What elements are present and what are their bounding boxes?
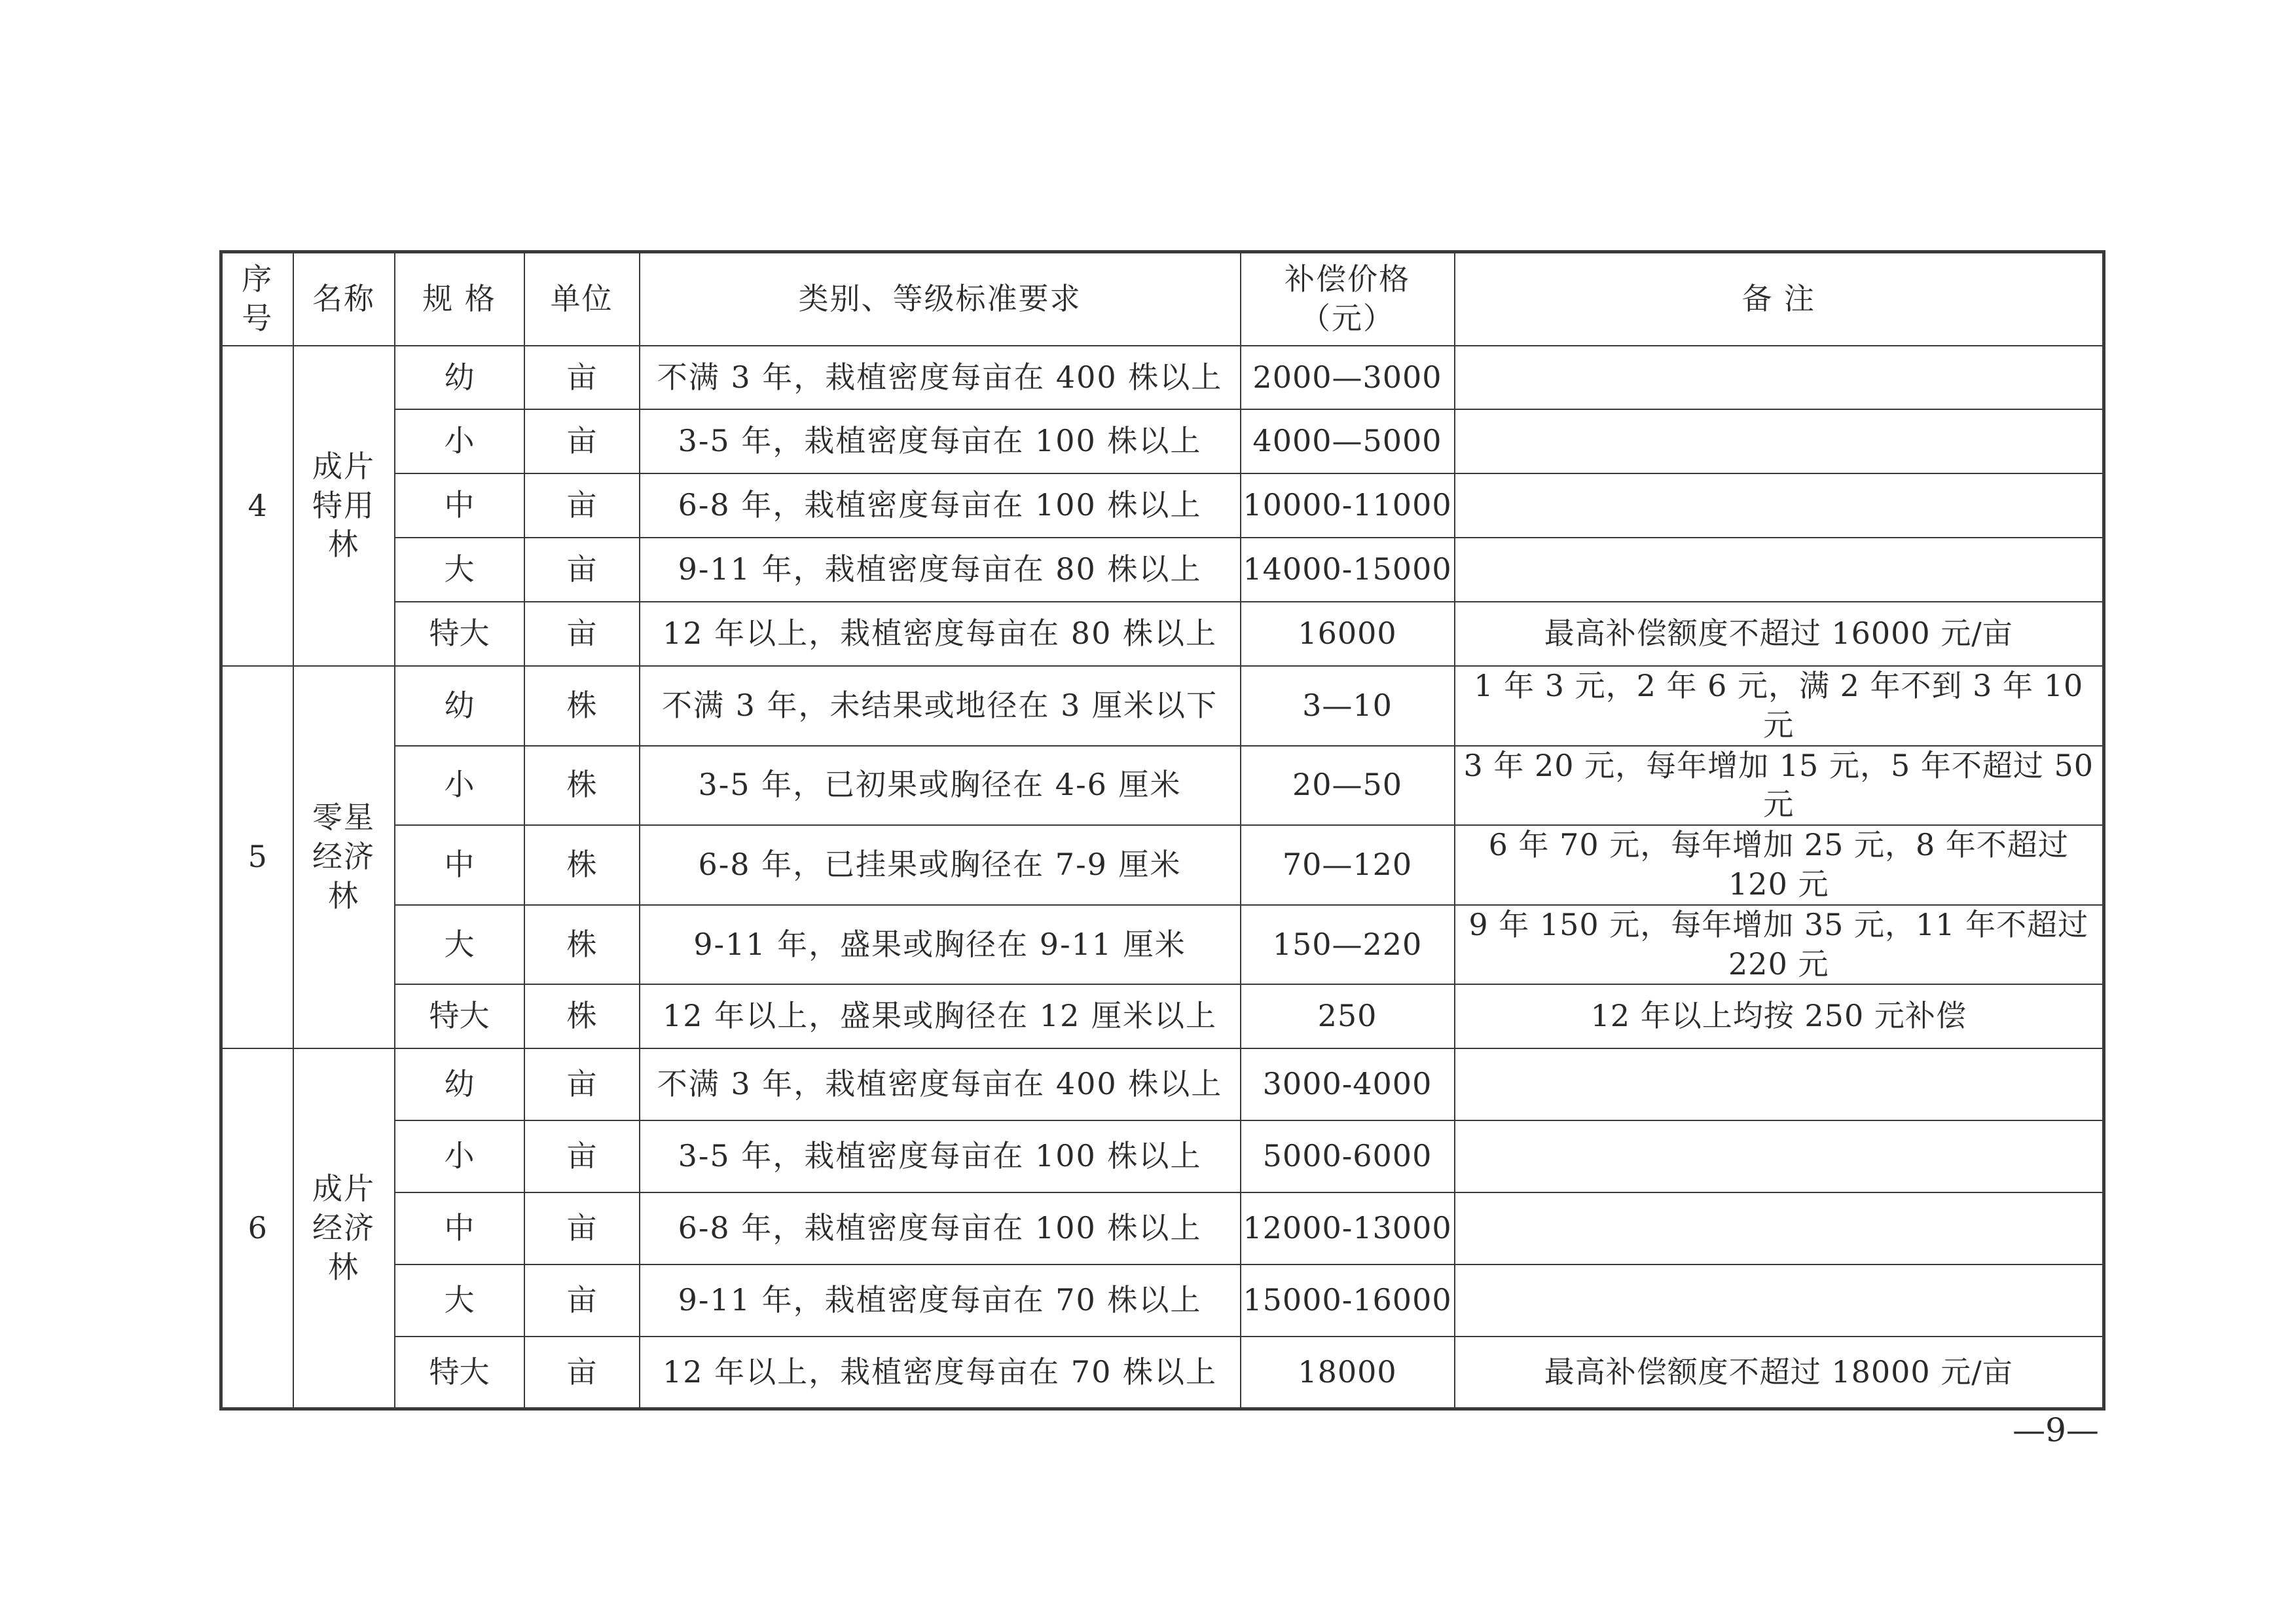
criteria-cell: 不满 3 年，未结果或地径在 3 厘米以下 (640, 666, 1241, 746)
table-row (221, 905, 2104, 985)
price-cell: 2000—3000 (1241, 346, 1455, 409)
spec-cell: 大 (395, 1264, 524, 1337)
header-price-label: 补偿价格（元） (1285, 261, 1410, 336)
remark-cell: 9 年 150 元，每年增加 35 元，11 年不超过 220 元 (1455, 905, 2104, 985)
table-row (221, 538, 2104, 602)
table-row (221, 1120, 2104, 1192)
criteria-cell: 12 年以上，栽植密度每亩在 80 株以上 (640, 602, 1241, 666)
remark-cell: 12 年以上均按 250 元补偿 (1455, 984, 2104, 1048)
spec-cell: 中 (395, 1192, 524, 1264)
criteria-cell: 3-5 年，已初果或胸径在 4-6 厘米 (640, 746, 1241, 826)
unit-cell: 亩 (524, 1337, 640, 1409)
price-cell: 16000 (1241, 602, 1455, 666)
criteria-cell: 12 年以上，栽植密度每亩在 70 株以上 (640, 1337, 1241, 1409)
table-row (221, 746, 2104, 826)
header-price (1241, 252, 1455, 346)
spec-cell: 幼 (395, 346, 524, 409)
header-spec: 规 格 (395, 252, 524, 346)
header-name: 名称 (293, 252, 395, 346)
price-cell: 14000-15000 (1241, 538, 1455, 602)
group-name (293, 346, 395, 666)
unit-cell: 株 (524, 905, 640, 985)
spec-cell: 小 (395, 746, 524, 826)
price-cell: 70—120 (1241, 825, 1455, 905)
spec-cell: 大 (395, 538, 524, 602)
table-row (221, 1264, 2104, 1337)
criteria-cell: 6-8 年，已挂果或胸径在 7-9 厘米 (640, 825, 1241, 905)
group-name (293, 1048, 395, 1409)
criteria-cell: 9-11 年，栽植密度每亩在 70 株以上 (640, 1264, 1241, 1337)
spec-cell: 幼 (395, 666, 524, 746)
table-row (221, 473, 2104, 538)
price-cell: 20—50 (1241, 746, 1455, 826)
criteria-cell: 不满 3 年，栽植密度每亩在 400 株以上 (640, 1048, 1241, 1120)
price-cell: 12000-13000 (1241, 1192, 1455, 1264)
spec-cell: 小 (395, 1120, 524, 1192)
criteria-cell: 不满 3 年，栽植密度每亩在 400 株以上 (640, 346, 1241, 409)
group-name (293, 666, 395, 1048)
price-cell: 18000 (1241, 1337, 1455, 1409)
price-cell: 3—10 (1241, 666, 1455, 746)
unit-cell: 株 (524, 825, 640, 905)
header-unit: 单位 (524, 252, 640, 346)
table-row (221, 602, 2104, 666)
group-seq: 5 (221, 666, 293, 1048)
unit-cell: 亩 (524, 602, 640, 666)
spec-cell: 幼 (395, 1048, 524, 1120)
remark-cell (1455, 473, 2104, 538)
price-cell: 4000—5000 (1241, 409, 1455, 473)
criteria-cell: 3-5 年，栽植密度每亩在 100 株以上 (640, 409, 1241, 473)
page-number: —9— (2013, 1411, 2099, 1449)
remark-cell (1455, 1120, 2104, 1192)
table-row (221, 409, 2104, 473)
remark-cell: 3 年 20 元，每年增加 15 元，5 年不超过 50 元 (1455, 746, 2104, 826)
spec-cell: 特大 (395, 602, 524, 666)
group-seq: 4 (221, 346, 293, 666)
unit-cell: 株 (524, 666, 640, 746)
table-row (221, 1048, 2104, 1120)
price-cell: 250 (1241, 984, 1455, 1048)
header-seq-label: 序号 (242, 261, 274, 336)
unit-cell: 亩 (524, 346, 640, 409)
header-criteria: 类别、等级标准要求 (640, 252, 1241, 346)
unit-cell: 亩 (524, 538, 640, 602)
header-row (221, 252, 2104, 346)
spec-cell: 大 (395, 905, 524, 985)
table-row (221, 1192, 2104, 1264)
header-remark: 备 注 (1455, 252, 2104, 346)
unit-cell: 亩 (524, 473, 640, 538)
criteria-cell: 6-8 年，栽植密度每亩在 100 株以上 (640, 473, 1241, 538)
group-name-label: 成片经济林 (312, 1170, 375, 1285)
remark-cell (1455, 409, 2104, 473)
table-row (221, 984, 2104, 1048)
remark-cell: 最高补偿额度不超过 18000 元/亩 (1455, 1337, 2104, 1409)
price-cell: 150—220 (1241, 905, 1455, 985)
table-row (221, 1337, 2104, 1409)
unit-cell: 亩 (524, 1048, 640, 1120)
criteria-cell: 9-11 年，盛果或胸径在 9-11 厘米 (640, 905, 1241, 985)
group-seq: 6 (221, 1048, 293, 1409)
header-seq (221, 252, 293, 346)
group-name-label: 成片特用林 (312, 448, 375, 563)
criteria-cell: 12 年以上，盛果或胸径在 12 厘米以上 (640, 984, 1241, 1048)
price-cell: 15000-16000 (1241, 1264, 1455, 1337)
remark-cell: 1 年 3 元，2 年 6 元，满 2 年不到 3 年 10 元 (1455, 666, 2104, 746)
criteria-cell: 6-8 年，栽植密度每亩在 100 株以上 (640, 1192, 1241, 1264)
remark-cell (1455, 346, 2104, 409)
spec-cell: 特大 (395, 984, 524, 1048)
spec-cell: 中 (395, 473, 524, 538)
table-row (221, 346, 2104, 409)
table-body (221, 346, 2104, 1409)
compensation-table (219, 250, 2105, 1411)
table-row (221, 825, 2104, 905)
price-cell: 5000-6000 (1241, 1120, 1455, 1192)
table-row (221, 666, 2104, 746)
price-cell: 10000-11000 (1241, 473, 1455, 538)
unit-cell: 亩 (524, 1264, 640, 1337)
unit-cell: 亩 (524, 409, 640, 473)
criteria-cell: 9-11 年，栽植密度每亩在 80 株以上 (640, 538, 1241, 602)
remark-cell (1455, 1264, 2104, 1337)
spec-cell: 小 (395, 409, 524, 473)
spec-cell: 中 (395, 825, 524, 905)
remark-cell: 最高补偿额度不超过 16000 元/亩 (1455, 602, 2104, 666)
spec-cell: 特大 (395, 1337, 524, 1409)
remark-cell (1455, 538, 2104, 602)
unit-cell: 株 (524, 984, 640, 1048)
unit-cell: 亩 (524, 1120, 640, 1192)
group-name-label: 零星经济林 (312, 800, 375, 914)
remark-cell (1455, 1192, 2104, 1264)
unit-cell: 株 (524, 746, 640, 826)
criteria-cell: 3-5 年，栽植密度每亩在 100 株以上 (640, 1120, 1241, 1192)
remark-cell (1455, 1048, 2104, 1120)
remark-cell: 6 年 70 元，每年增加 25 元，8 年不超过 120 元 (1455, 825, 2104, 905)
price-cell: 3000-4000 (1241, 1048, 1455, 1120)
unit-cell: 亩 (524, 1192, 640, 1264)
